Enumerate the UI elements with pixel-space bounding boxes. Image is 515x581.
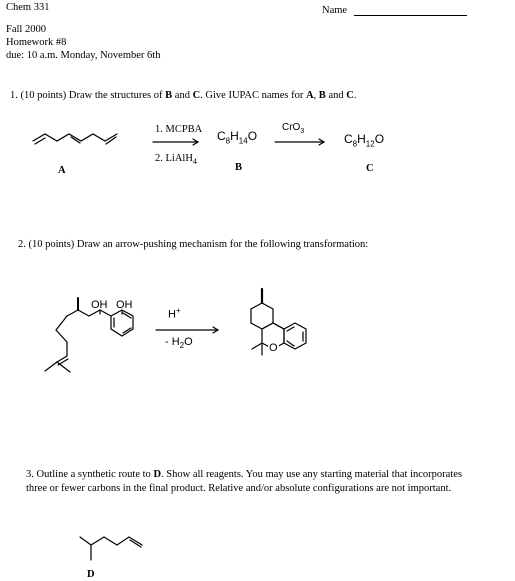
question-3-line-2: three or fewer carbons in the final product. Relative and/or absolute configurations are not important. — [26, 483, 452, 494]
homework-text: Homework #8 — [6, 37, 67, 48]
question-1-prompt: 1. (10 points) Draw the structures of B and C. Give IUPAC names for A, B and C. — [10, 90, 357, 101]
reagent-minus-water: - $H_2O$ — [165, 336, 193, 351]
name-label: Name — [322, 5, 348, 16]
reagent-mcpba: 1. MCPBA — [155, 124, 203, 135]
arrow-a-to-b — [153, 139, 198, 145]
formula-c: $C_8H_{12}O$ — [344, 132, 385, 149]
arrow-mechanism — [156, 327, 218, 333]
label-oh-2: OH — [116, 299, 133, 311]
label-compound-b: B — [235, 162, 243, 173]
label-compound-c: C — [366, 163, 374, 174]
reagent-acid: H+ — [168, 306, 181, 321]
question-3-line-1: 3. Outline a synthetic route to D. Show all reagents. You may use any starting material that incorporates — [26, 469, 462, 480]
label-compound-d: D — [87, 569, 95, 580]
question-2-prompt: 2. (10 points) Draw an arrow-pushing mechanism for the following transformation: — [18, 239, 369, 250]
term-text: Fall 2000 — [6, 24, 46, 35]
formula-b: $C_8H_{14}O$ — [217, 129, 258, 146]
due-text: due: 10 a.m. Monday, November 6th — [6, 50, 161, 61]
label-ring-oxygen: O — [269, 342, 278, 354]
reagent-lialh4: 2. LiAlH$_4$ — [155, 153, 197, 167]
arrow-b-to-c — [275, 139, 324, 145]
reagent-cro3: CrO$_3$ — [282, 122, 305, 135]
compound-d-structure — [80, 537, 142, 560]
compound-a-structure — [33, 134, 117, 144]
course-title: Chem 331 — [6, 2, 50, 13]
label-compound-a: A — [58, 165, 66, 176]
label-oh-1: OH — [91, 299, 108, 311]
